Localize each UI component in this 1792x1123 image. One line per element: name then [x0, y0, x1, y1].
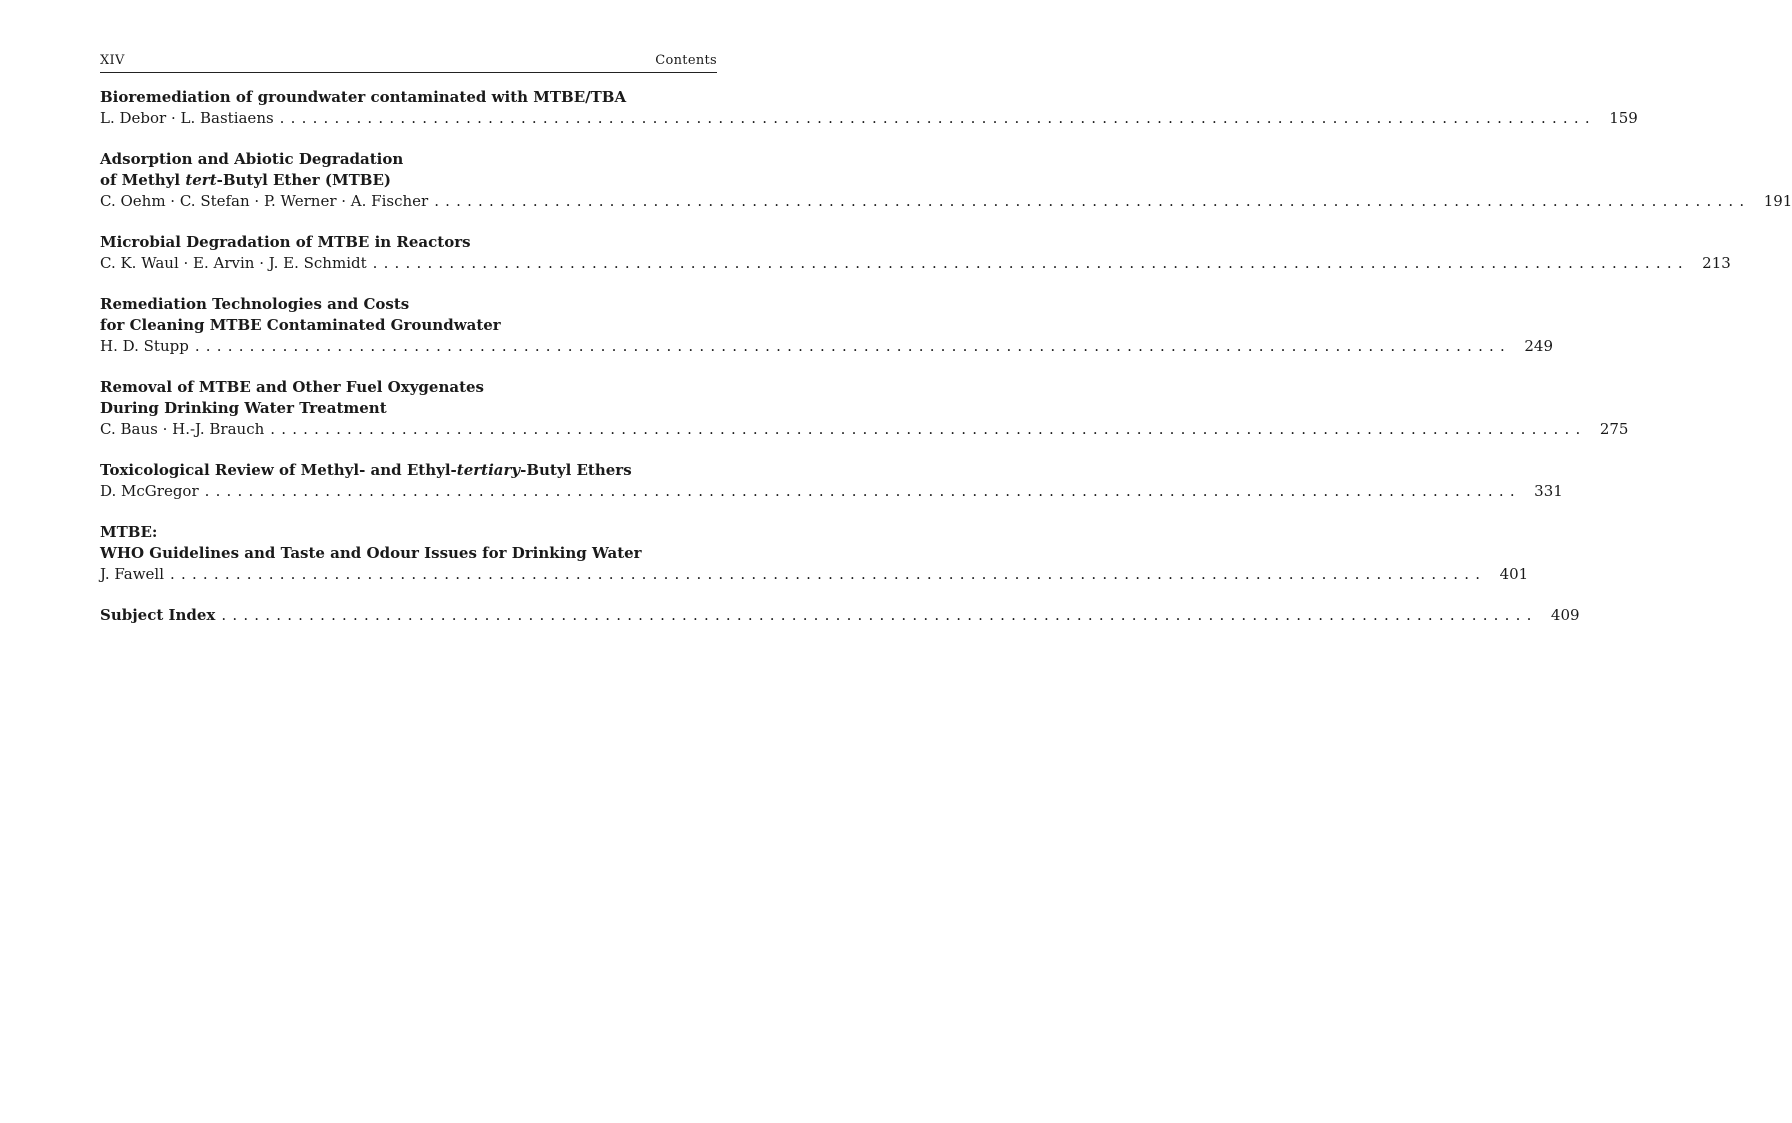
page-roman-number: XIV: [100, 53, 125, 68]
entry-page-number: 331: [1534, 482, 1563, 500]
entry-author-line: [100, 253, 1731, 274]
toc-entry[interactable]: [100, 522, 1529, 585]
toc-entry[interactable]: [100, 377, 1629, 440]
entry-author-line: [100, 564, 1529, 585]
toc-entry[interactable]: [100, 294, 1553, 357]
entry-title-continuation: WHO Guidelines and Taste and Odour Issues for Drinking Water: [100, 544, 642, 562]
entry-title: Bioremediation of groundwater contaminated with MTBE/TBA: [100, 88, 627, 106]
italic-prefix: tertiary: [456, 461, 521, 479]
entry-author-line: [100, 191, 1792, 212]
italic-prefix: tert: [185, 171, 217, 189]
dot-leader: ........................................................................................................................: [221, 606, 1538, 624]
running-head: [100, 50, 717, 73]
toc-entry[interactable]: [100, 87, 1638, 129]
entry-page-number: 191: [1763, 192, 1792, 210]
entry-authors: C. K. Waul · E. Arvin · J. E. Schmidt: [100, 254, 367, 272]
entry-authors: J. Fawell: [100, 565, 165, 583]
dot-leader: ........................................................................................................................: [170, 565, 1487, 583]
entry-authors: H. D. Stupp: [100, 337, 189, 355]
entry-title: Removal of MTBE and Other Fuel Oxygenates: [100, 378, 484, 396]
entry-page-number: 249: [1524, 337, 1553, 355]
entry-title-continuation: of Methyl tert-Butyl Ether (MTBE): [100, 171, 392, 189]
section-name: Contents: [655, 53, 717, 68]
entry-title: Microbial Degradation of MTBE in Reactors: [100, 233, 471, 251]
entry-title-continuation: During Drinking Water Treatment: [100, 399, 387, 417]
dot-leader: ........................................................................................................................: [204, 482, 1521, 500]
entry-authors: C. Baus · H.-J. Brauch: [100, 420, 265, 438]
entry-authors: C. Oehm · C. Stefan · P. Werner · A. Fischer: [100, 192, 429, 210]
entry-title: Toxicological Review of Methyl- and Ethyl-tertiary-Butyl Ethers: [100, 461, 632, 479]
dot-leader: ........................................................................................................................: [279, 109, 1596, 127]
toc-entry[interactable]: [100, 460, 1563, 502]
entry-title: MTBE:: [100, 523, 158, 541]
entry-page-number: 275: [1599, 420, 1629, 438]
entry-page-number: 159: [1609, 109, 1638, 127]
entry-page-number: 401: [1499, 565, 1529, 583]
subject-index-page-number: 409: [1550, 606, 1580, 624]
subject-index-label: Subject Index: [100, 606, 216, 624]
table-of-contents: [100, 87, 1792, 626]
dot-leader: ........................................................................................................................: [194, 337, 1511, 355]
entry-authors: L. Debor · L. Bastiaens: [100, 109, 274, 127]
entry-author-line: [100, 108, 1638, 129]
toc-entry-subject-index[interactable]: [100, 605, 1580, 626]
entry-title-continuation: for Cleaning MTBE Contaminated Groundwater: [100, 316, 501, 334]
dot-leader: ........................................................................................................................: [270, 420, 1587, 438]
toc-entry[interactable]: [100, 149, 1792, 212]
toc-entry[interactable]: [100, 232, 1731, 274]
dot-leader: ........................................................................................................................: [434, 192, 1751, 210]
entry-title: Remediation Technologies and Costs: [100, 295, 410, 313]
entry-title: Adsorption and Abiotic Degradation: [100, 150, 404, 168]
entry-author-line: [100, 481, 1563, 502]
entry-author-line: [100, 336, 1553, 357]
dot-leader: ........................................................................................................................: [372, 254, 1689, 272]
entry-authors: D. McGregor: [100, 482, 199, 500]
entry-page-number: 213: [1702, 254, 1731, 272]
subject-index-line: [100, 605, 1580, 626]
toc-page: [100, 50, 1792, 646]
entry-author-line: [100, 419, 1629, 440]
